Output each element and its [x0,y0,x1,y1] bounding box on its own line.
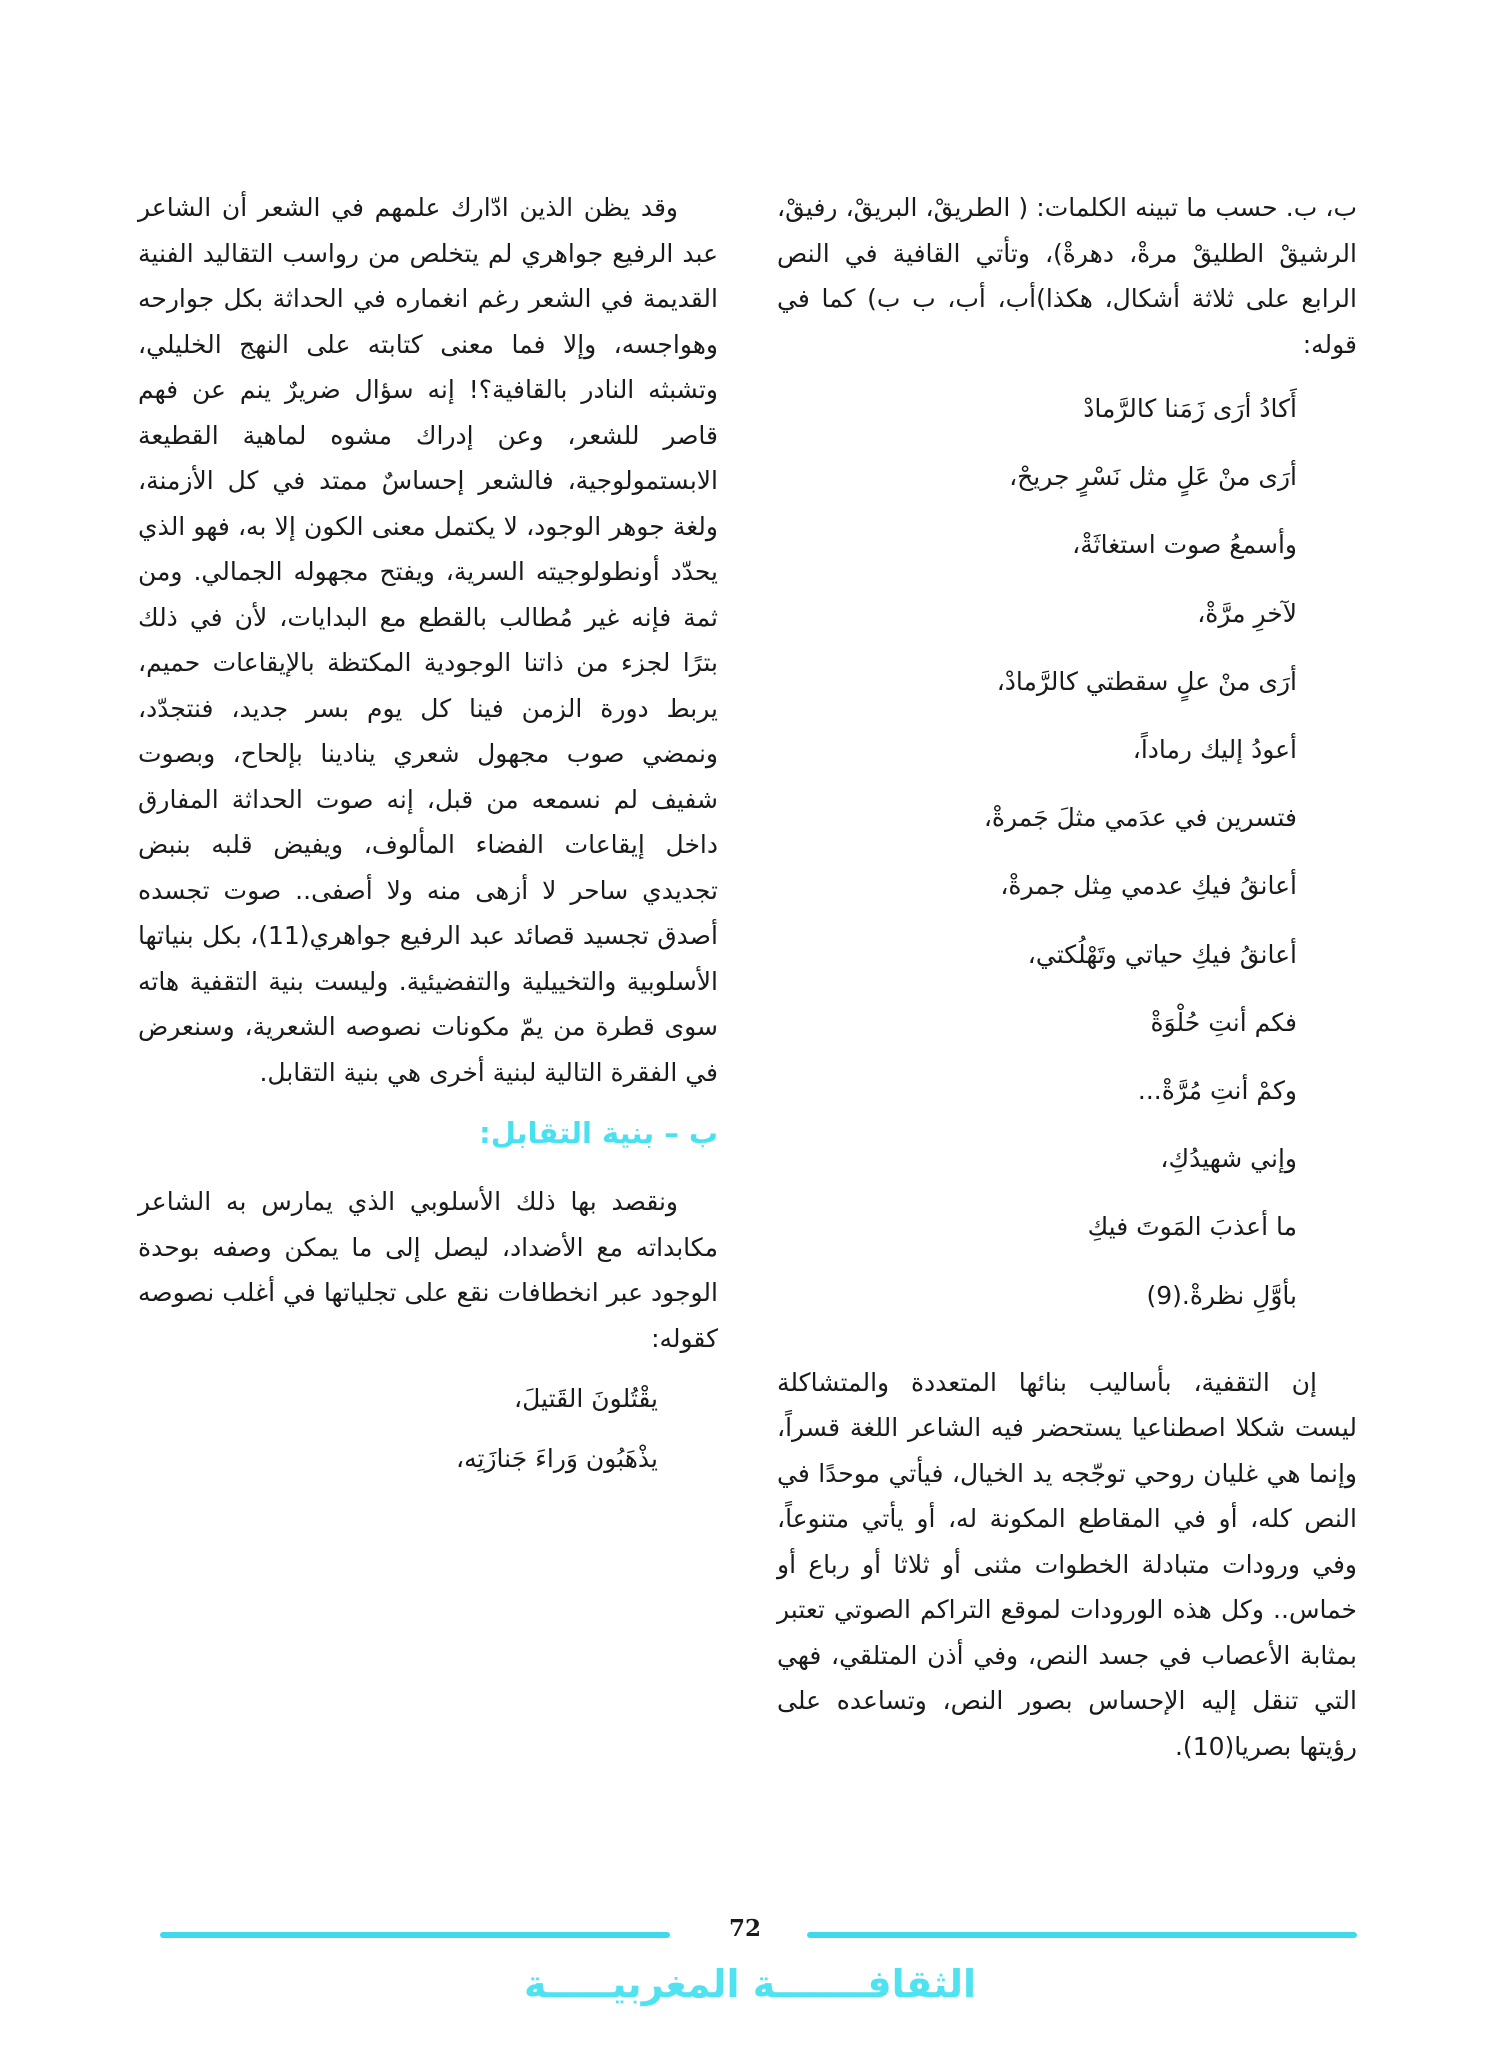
poem-line: أعانقُ فيكِ عدمي مِثل جمرةْ، [1000,871,1297,901]
footer-rule-right [807,1932,1357,1938]
poem-line: أرَى منْ علٍ سقطتي كالرَّمادْ، [996,666,1297,696]
paragraph: وقد يظن الذين ادّارك علمهم في الشعر أن الشاعر عبد الرفيع جواهري لم يتخلص من رواسب التقاليد الفنية القديمة في الشعر رغم انغماره في الحداثة بكل جوارحه وهواجسه، وإلا فما معنى كتابته على النهج الخليلي، وتشبثه النادر بالقافية؟! إنه سؤال ضريرٌ ينم عن فهم قاصر للشعر، وعن إدراك مشوه لماهية القطيعة الابستمولوجية، فالشعر إحساسٌ ممتد في كل الأزمنة، ولغة جوهر الوجود، لا يكتمل معنى الكون إلا به، فهو الذي يحدّد أونطولوجيته السرية، ويفتح مجهوله الجمالي. ومن ثمة فإنه غير مُطالب بالقطع مع البدايات، لأن في ذلك بترًا لجزء من ذاتنا الوجودية المكتظة بالإيقاعات حميم، يربط دورة الزمن فينا كل يوم بسر جديد، فنتجدّد، ونمضي صوب مجهول شعري ينادينا بإلحاح، وبصوت شفيف لم نسمعه من قبل، إنه صوت الحداثة المفارق داخل إيقاعات الفضاء المألوف، ويفيض قلبه بنبض تجديدي ساحر لا أزهى منه ولا أصفى.. صوت تجسده أصدق تجسيد قصائد عبد الرفيع جواهري(11)، بكل بنياتها الأسلوبية والتخييلية والتفضيئية. وليست بنية التقفية هاته سوى قطرة من يمّ مكونات نصوصه الشعرية، وسنعرض في الفقرة التالية لبنية أخرى هي بنية التقابل. [138,193,718,1087]
footer-rule-left [160,1932,670,1938]
poem-line: فكم أنتِ حُلْوَةْ [1150,1007,1297,1037]
poem-line: وكمْ أنتِ مُرَّةْ... [1137,1076,1297,1106]
page-number: 72 [728,1915,761,1942]
paragraph: إن التقفية، بأساليب بنائها المتعددة والمتشاكلة ليست شكلا اصطناعيا يستحضر فيه الشاعر اللغة قسراً، وإنما هي غليان روحي توجّجه يد الخيال، فيأتي موحدًا في النص كله، أو في المقاطع المكونة له، أو يأتي متنوعاً، وفي ورودات متبادلة الخطوات مثنى أو ثلاثا أو رباع أو خماس.. وكل هذه الورودات لموقع التراكم الصوتي تعتبر بمثابة الأعصاب في جسد النص، وفي أذن المتلقي، فهي التي تنقل إليه الإحساس بصور النص، وتساعده على رؤيتها بصريا(10). [777,1367,1357,1761]
poem-line: أرَى منْ عَلٍ مثل نَسْرٍ جريحْ، [1009,462,1297,492]
poem-line: فتسرين في عدَمي مثلَ جَمرةْ، [983,803,1297,833]
poem-line: وأسمعُ صوت استغاثَةْ، [1072,530,1297,560]
poem-line: ما أعذبَ المَوتَ فيكِ [1087,1212,1297,1242]
poem-line: أعانقُ فيكِ حياتي وتَهْلُكتي، [1027,939,1297,969]
magazine-name: الثقافـــــــة المغربيـــــة [523,1962,977,2006]
poem-line: لآخرِ مرَّةْ، [1197,598,1297,628]
poem-line: أَكادُ أرَى زَمَنا كالرَّمادْ [1083,394,1297,423]
poem-line: بأوَّلِ نظرةْ.(9) [1146,1280,1297,1310]
poem-line: يذْهَبُون وَراءَ جَنازَتِه، [456,1444,658,1473]
poem-excerpt [777,375,1357,1330]
left-column [138,185,718,1519]
paragraph: ب، ب. حسب ما تبينه الكلمات: ( الطريقْ، البريقْ، رفيقْ، الرشيقْ الطليقْ مرةْ، دهرةْ)، وتأتي القافية في النص الرابع على ثلاثة أشكال، هكذا)أب، أب، ب ب) كما في قوله: [777,193,1357,359]
right-column [777,185,1357,1769]
section-heading: ب – بنية التقابل: [479,1116,718,1150]
poem-line: وإني شهيدُكِ، [1160,1144,1297,1174]
poem-excerpt [138,1369,718,1489]
poem-line: يقْتُلونَ القَتيلَ، [514,1384,658,1413]
paragraph: ونقصد بها ذلك الأسلوبي الذي يمارس به الشاعر مكابداته مع الأضداد، ليصل إلى ما يمكن وصفه بوحدة الوجود عبر انخطافات نقع على تجلياتها في أغلب نصوصه كقوله: [138,1187,718,1353]
poem-line: أعودُ إليك رماداً، [1132,735,1297,765]
